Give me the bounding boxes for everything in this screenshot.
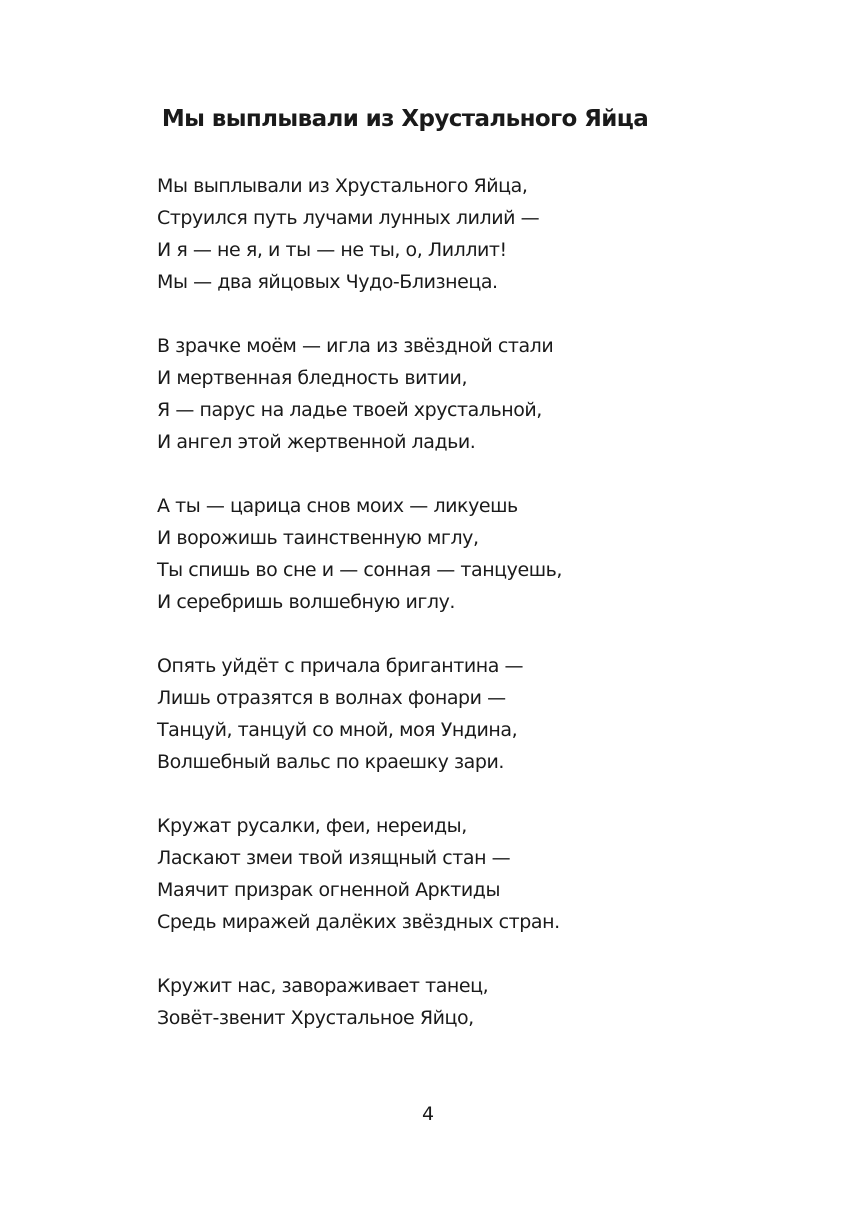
stanza-2 [157, 330, 797, 458]
poem-line: Зовёт-звенит Хрустальное Яйцо, [157, 1007, 474, 1029]
poem-line: Лишь отразятся в волнах фонари — [157, 687, 506, 709]
poem-line: Мы — два яйцовых Чудо-Близнеца. [157, 271, 498, 293]
poem-title: Мы выплывали из Хрустального Яйца [161, 106, 649, 132]
poem-line: Ты спишь во сне и — сонная — танцуешь, [157, 559, 562, 581]
poem-line: Мы выплывали из Хрустального Яйца, [157, 175, 528, 197]
page-number: 4 [421, 1103, 435, 1125]
poem-line: И я — не я, и ты — не ты, о, Лиллит! [157, 239, 507, 261]
poem-line: И мертвенная бледность витии, [157, 367, 468, 389]
poem-line: И ангел этой жертвенной ладьи. [157, 431, 476, 453]
poem-line: Кружит нас, завораживает танец, [157, 975, 489, 997]
poem-line: И серебришь волшебную иглу. [157, 591, 455, 613]
poem-line: Ласкают змеи твой изящный стан — [157, 847, 511, 869]
stanza-5 [157, 810, 797, 938]
stanza-3 [157, 490, 797, 618]
poem-line: И ворожишь таинственную мглу, [157, 527, 479, 549]
poem-line: Струился путь лучами лунных лилий — [157, 207, 540, 229]
poem-line: Кружат русалки, феи, нереиды, [157, 815, 467, 837]
stanza-1 [157, 170, 797, 298]
poem-body [157, 170, 797, 1066]
poem-line: Маячит призрак огненной Арктиды [157, 879, 501, 901]
poem-line: Я — парус на ладье твоей хрустальной, [157, 399, 542, 421]
poem-line: Волшебный вальс по краешку зари. [157, 751, 504, 773]
poem-line: Опять уйдёт с причала бригантина — [157, 655, 524, 677]
poem-line: В зрачке моём — игла из звёздной стали [157, 335, 554, 357]
stanza-6 [157, 970, 797, 1034]
poem-line: А ты — царица снов моих — ликуешь [157, 495, 518, 517]
poem-line: Танцуй, танцуй со мной, моя Ундина, [157, 719, 518, 741]
poem-line: Средь миражей далёких звёздных стран. [157, 911, 560, 933]
stanza-4 [157, 650, 797, 778]
